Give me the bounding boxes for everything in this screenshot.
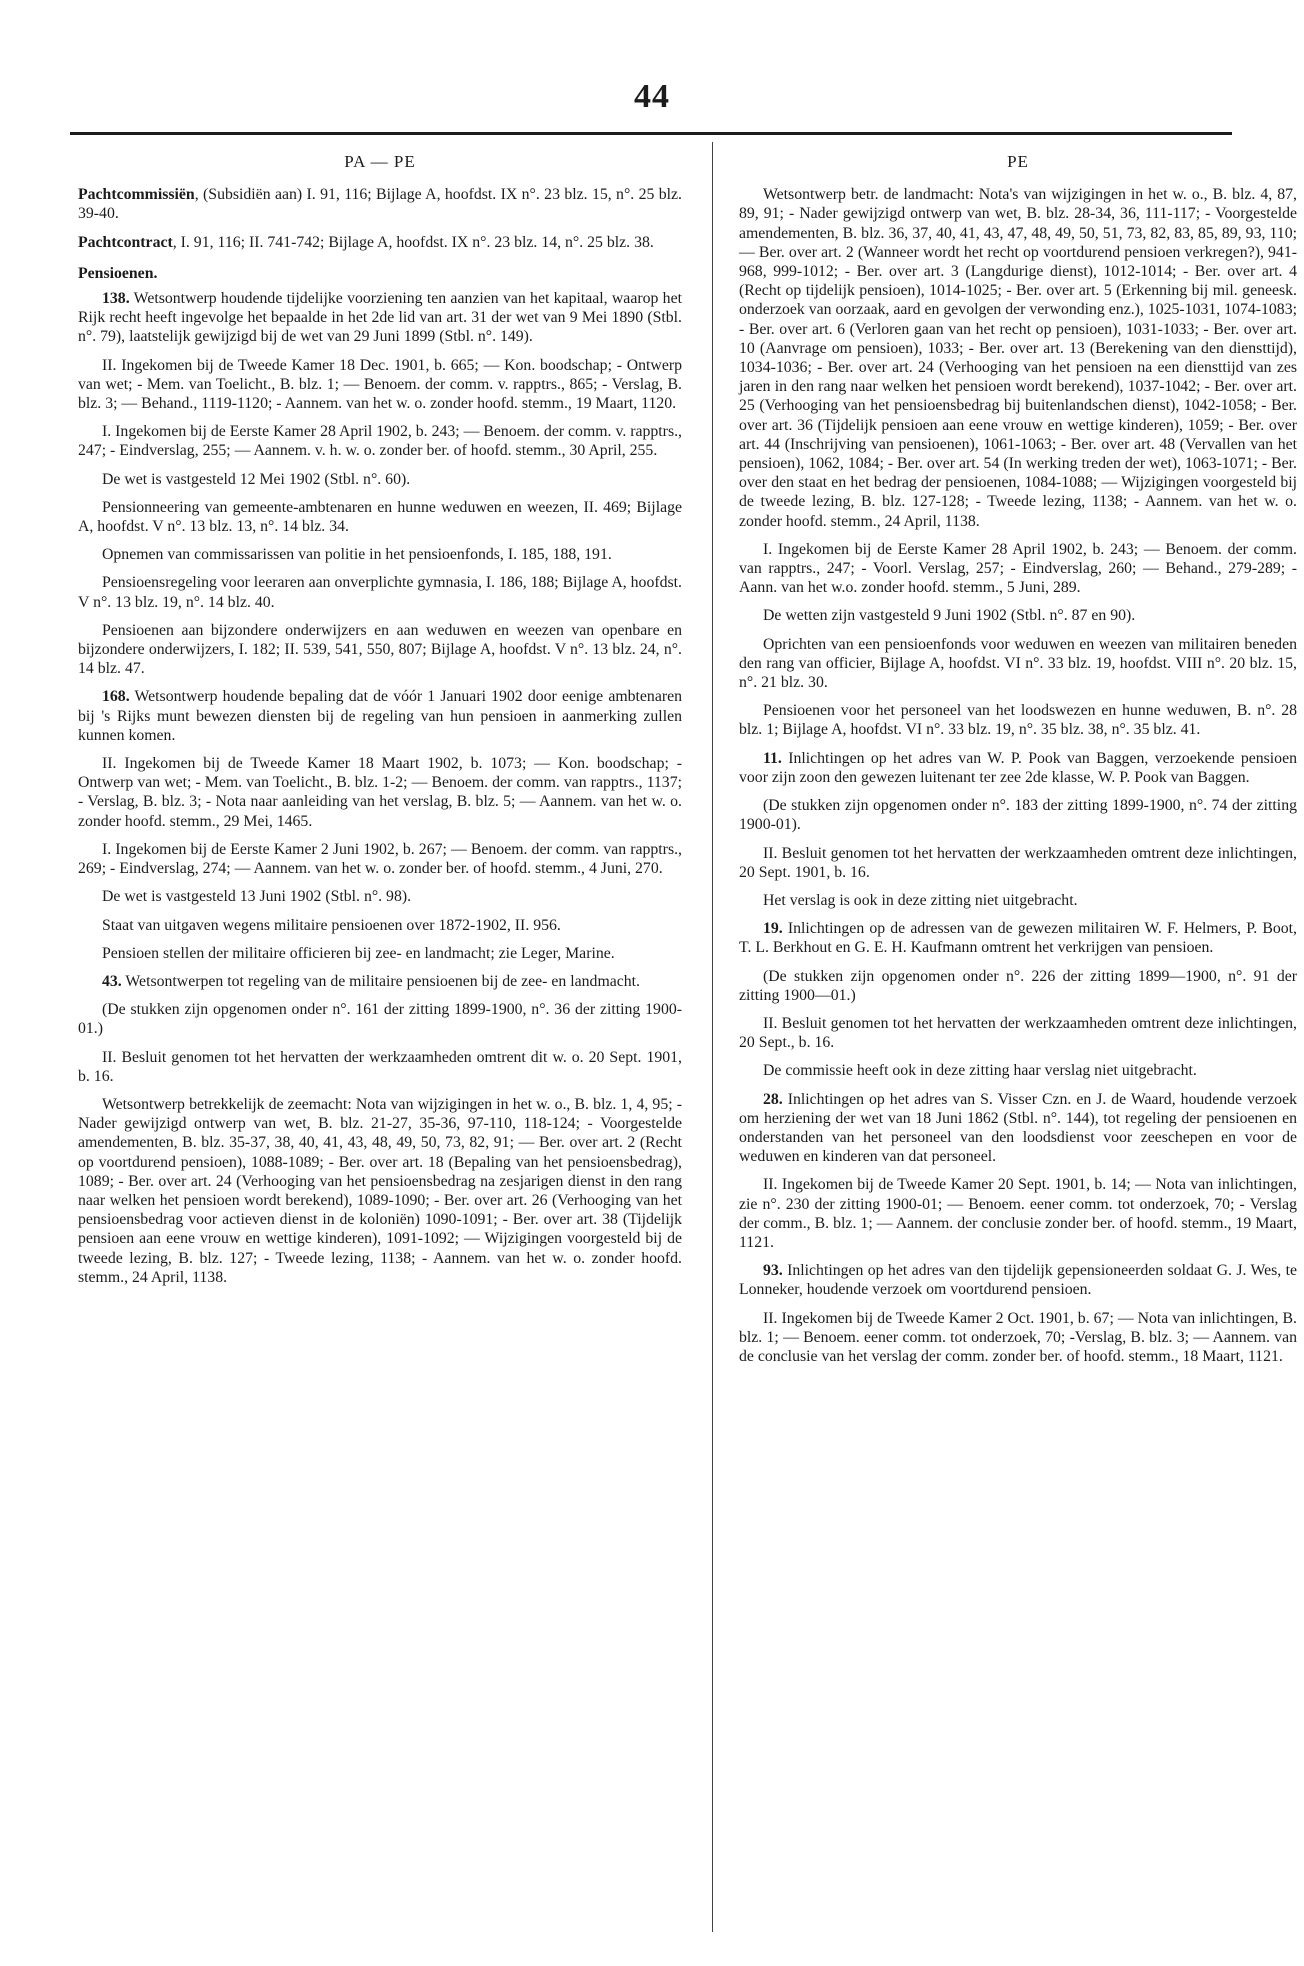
entry-11-documents: (De stukken zijn opgenomen onder n°. 183 der zitting 1899-1900, n°. 74 der zitting 1900-01).: [739, 797, 1297, 834]
entry-number: 93.: [763, 1262, 783, 1280]
entry-138: [78, 289, 682, 347]
entry-93-second-chamber: II. Ingekomen bij de Tweede Kamer 2 Oct. 1901, b. 67; — Nota van inlichtingen, B. blz. 1; — Benoem. eener comm. tot onderzoek, 70; -Verslag, B. blz. 3; — Aannem. van de conclusie van het verslag der comm. zonder ber. of hoofd. stemm., 18 Maart, 1121.: [739, 1309, 1297, 1365]
entry-bijzondere-onderwijzers: Pensioenen aan bijzondere onderwijzers en aan weduwen en weezen van openbare en bijzondere onderwijzers, I. 182; II. 539, 541, 550, 807; Bijlage A, hoofdst. V n°. 13 blz. 24, n°. 14 blz. 47.: [78, 621, 682, 678]
entry-138-first-chamber: I. Ingekomen bij de Eerste Kamer 28 April 1902, b. 243; — Benoem. der comm. v. rapptrs., 247; - Eindverslag, 255; — Aannem. v. h. w. o. zonder ber. of hoofd. stemm., 30 April, 255.: [78, 423, 682, 460]
entry-leeraren: Pensioensregeling voor leeraren aan onverplichte gymnasia, I. 186, 188; Bijlage A, hoofdst. V n°. 13 blz. 19, n°. 14 blz. 40.: [78, 574, 682, 611]
entry-19-committee: De commissie heeft ook in deze zitting haar verslag niet uitgebracht.: [763, 1062, 1197, 1080]
entry-landmacht-first-chamber: I. Ingekomen bij de Eerste Kamer 28 April 1902, b. 243; — Benoem. der comm. van rapptrs., 247; - Voorl. Verslag, 257; - Eindverslag, 260; — Behand., 279-289; - Aann. van het w.o. zonder hoofd. stemm., 5 Juni, 289.: [739, 540, 1297, 597]
entry-19-documents: (De stukken zijn opgenomen onder n°. 226 der zitting 1899—1900, n°. 91 der zitting 1900—01.): [739, 967, 1297, 1004]
entry-text: Inlichtingen op de adressen van de gewezen militairen W. F. Helmers, P. Boot, T. L. Berkhout en G. E. H. Kaufmann omtrent het verkrijgen van pensioen.: [739, 920, 1297, 957]
entry-text: Inlichtingen op het adres van S. Visser Czn. en J. de Waard, houdende verzoek om herziening der wet van 18 Juni 1862 (Stbl. n°. 144), tot regeling der pensioenen en onderstanden van het personeel van den loodsdienst voor zeeschepen en voor de weduwen en kinderen van dat personeel.: [739, 1090, 1297, 1166]
entry-text: Wetsontwerp houdende bepaling dat de vóór 1 Januari 1902 door eenige ambtenaren bij 's Rijks munt bewezen diensten bij de regeling van hun pensioen in aanmerking zullen kunnen komen.: [78, 688, 682, 744]
right-column-head: PE: [1007, 152, 1029, 171]
entry-43-documents: (De stukken zijn opgenomen onder n°. 161 der zitting 1899-1900, n°. 36 der zitting 1900-01.): [78, 1001, 682, 1038]
entry-pensionneering: Pensionneering van gemeente-ambtenaren en hunne weduwen en weezen, II. 469; Bijlage A, hoofdst. V n°. 13 blz. 13, n°. 14 blz. 34.: [78, 498, 682, 536]
entry-number: 168.: [102, 688, 130, 706]
entry-168-law: De wet is vastgesteld 13 Juni 1902 (Stbl. n°. 98).: [102, 888, 412, 906]
entry-138-law: De wet is vastgesteld 12 Mei 1902 (Stbl. n°. 60).: [102, 470, 411, 488]
entry-text: Wetsontwerpen tot regeling van de militaire pensioenen bij de zee- en landmacht.: [121, 972, 640, 990]
left-column: [78, 150, 682, 1946]
entry-93: [739, 1261, 1297, 1299]
entry-opnemen: Opnemen van commissarissen van politie in het pensioenfonds, I. 185, 188, 191.: [102, 546, 612, 564]
entry-text: Inlichtingen op het adres van W. P. Pook van Baggen, verzoekende pensioen voor zijn zoon den gewezen luitenant ter zee 2de klasse, W. P. Pook van Baggen.: [739, 749, 1297, 786]
entry-text: , I. 91, 116; II. 741-742; Bijlage A, hoofdst. IX n°. 23 blz. 14, n°. 25 blz. 38.: [172, 233, 654, 251]
section-heading-pensioenen: Pensioenen.: [78, 264, 158, 282]
page-number: 44: [634, 78, 670, 115]
column-divider: [712, 142, 713, 1932]
entry-43-second-chamber: II. Besluit genomen tot het hervatten der werkzaamheden omtrent dit w. o. 20 Sept. 1901, b. 16.: [78, 1048, 682, 1085]
entry-11-second-chamber: II. Besluit genomen tot het hervatten der werkzaamheden omtrent deze inlichtingen, 20 Sept. 1901, b. 16.: [739, 844, 1297, 881]
entry-text: Wetsontwerp houdende tijdelijke voorziening ten aanzien van het kapitaal, waarop het Rijk recht heeft ingevolge het bepaalde in het 2de lid van art. 31 der wet van 9 Mei 1890 (Stbl. n°. 79), laatstelijk gewijzigd bij de wet van 29 Juni 1899 (Stbl. n°. 149).: [78, 290, 682, 346]
entry-term: Pachtcommissiën: [78, 186, 195, 204]
entry-loodswezen: Pensioenen voor het personeel van het loodswezen en hunne weduwen, B. n°. 28 blz. 1; Bijlage A, hoofdst. VI n°. 33 blz. 19, n°. 35 blz. 38, n°. 35 blz. 41.: [739, 702, 1297, 739]
left-column-head: PA — PE: [344, 152, 416, 171]
entry-28: [739, 1090, 1297, 1167]
entry-19-second-chamber: II. Besluit genomen tot het hervatten der werkzaamheden omtrent deze inlichtingen, 20 Sept., b. 16.: [739, 1014, 1297, 1052]
entry-168-second-chamber: II. Ingekomen bij de Tweede Kamer 18 Maart 1902, b. 1073; — Kon. boodschap; - Ontwerp van wet; - Mem. van Toelicht., B. blz. 1-2; — Benoem. der comm. van rapptrs., 1137; - Verslag, B. blz. 3; - Nota naar aanleiding van het verslag, B. blz. 5; — Aannem. van het w. o. zonder hoofd. stemm., 29 Mei, 1465.: [78, 755, 682, 830]
entry-number: 19.: [763, 920, 783, 938]
right-column: [739, 150, 1297, 1946]
entry-28-second-chamber: II. Ingekomen bij de Tweede Kamer 20 Sept. 1901, b. 14; — Nota van inlichtingen, zie n°. 230 der zitting 1900-01; — Benoem. eener comm. tot onderzoek, 70; - Verslag der comm., B. blz. 1; — Aannem. der conclusie zonder ber. of hoofd. stemm., 19 Maart, 1121.: [739, 1176, 1297, 1251]
entry-168-first-chamber: I. Ingekomen bij de Eerste Kamer 2 Juni 1902, b. 267; — Benoem. der comm. van rapptrs., 269; - Eindverslag, 274; — Aannem. van het w. o. zonder ber. of hoofd. stemm., 4 Juni, 270.: [78, 840, 682, 878]
entry-staat: Staat van uitgaven wegens militaire pensioenen over 1872-1902, II. 956.: [102, 916, 561, 934]
entry-landmacht: Wetsontwerp betr. de landmacht: Nota's van wijzigingen in het w. o., B. blz. 4, 87, 89, 91; - Nader gewijzigd ontwerp van wet, B. blz. 28-34, 36, 111-117; - Voorgestelde amendementen, B. blz. 36, 37, 40, 41, 43, 47, 48, 49, 50, 51, 73, 82, 83, 85, 89, 93, 110; — Ber. over art. 2 (Wanneer wordt het recht op voortdurend pensioen verkregen?), 941-968, 999-1012; - Ber. over art. 3 (Langdurige dienst), 1012-1014; - Ber. over art. 4 (Recht op tijdelijk pensioen), 1014-1025; - Ber. over art. 5 (Erkenning bij mil. geneesk. onderzoek van oorzaak, aard en gevolgen der verwonding enz.), 1025-1031, 1074-1083; - Ber. over art. 6 (Verloren gaan van het recht op pensioen), 1031-1033; - Ber. over art. 10 (Aanvrage om pensioen), 1033; - Ber. over art. 13 (Berekening van den diensttijd), 1034-1036; - Ber. over art. 24 (Verhooging van het pensioen na een diensttijd van zes jaren in den rang naar welken het pensioen wordt berekend), 1037-1042; - Ber. over art. 25 (Verhooging van het pensioensbedrag bij buitenlandschen dienst), 1042-1058; - Ber. over art. 36 (Tijdelijk pensioen aan eene vrouw en wettige kinderen), 1059; - Ber. over art. 44 (Inschrijving van pensioenen), 1061-1063; - Ber. over art. 48 (Vervallen van het pensioen), 1062, 1084; - Ber. over art. 54 (In werking treden der wet), 1063-1071; - Ber. over den staat en het bedrag der pensioenen, 1084-1088; — Wijzigingen voorgesteld bij de tweede lezing, B. blz. 127-128; - Tweede lezing, 1138; - Aannem. van het w. o. zonder hoofd. stemm., 24 April, 1138.: [739, 186, 1297, 530]
entry-19: [739, 919, 1297, 957]
entry-text: Inlichtingen op het adres van den tijdelijk gepensioneerden soldaat G. J. Wes, te Lonneker, houdende verzoek om voortdurend pensioen.: [739, 1262, 1297, 1299]
entry-number: 28.: [763, 1090, 783, 1108]
entry-pachtcontract: [78, 233, 682, 252]
entry-number: 11.: [763, 749, 782, 767]
entry-11: [739, 749, 1297, 787]
entry-term: Pachtcontract: [78, 233, 173, 251]
entry-oprichten: Oprichten van een pensioenfonds voor weduwen en weezen van militairen beneden den rang van officier, Bijlage A, hoofdst. VI n°. 33 blz. 19, hoofdst. VIII n°. 20 blz. 15, n°. 21 blz. 30.: [739, 635, 1297, 692]
entry-landmacht-law: De wetten zijn vastgesteld 9 Juni 1902 (Stbl. n°. 87 en 90).: [763, 607, 1136, 625]
entry-text: , (Subsidiën aan) I. 91, 116; Bijlage A, hoofdst. IX n°. 23 blz. 15, n°. 25 blz. 39-40.: [78, 186, 682, 223]
entry-43-zeemacht: Wetsontwerp betrekkelijk de zeemacht: Nota van wijzigingen in het w. o., B. blz. 1, 4, 95; - Nader gewijzigd ontwerp van wet, B. blz. 21-27, 35-36, 97-110, 118-124; - Voorgestelde amendementen, B. blz. 35-37, 38, 40, 41, 43, 48, 49, 50, 73, 82, 91; — Ber. over art. 2 (Recht op voortdurend pensioen), 1088-1089; - Ber. over art. 18 (Bepaling van het pensioensbedrag), 1089; - Ber. over art. 24 (Verhooging van het pensioensbedrag na zesjarigen dienst in den rang naar welken het pensioen wordt berekend), 1089-1090; - Ber. over art. 26 (Verhooging van het pensioensbedrag voor actieven dienst in de koloniën) 1090-1091; - Ber. over art. 38 (Tijdelijk pensioen aan eene vrouw en wettige kinderen), 1091-1092; — Wijzigingen voorgesteld bij de tweede lezing, B. blz. 127; - Tweede lezing, 1138; - Aannem. van het w. o. zonder hoofd. stemm., 24 April, 1138.: [78, 1095, 682, 1286]
entry-138-second-chamber: II. Ingekomen bij de Tweede Kamer 18 Dec. 1901, b. 665; — Kon. boodschap; - Ontwerp van wet; - Mem. van Toelicht., B. blz. 1; — Benoem. der comm. v. rapptrs., 865; - Verslag, B. blz. 3; — Behand., 1119-1120; - Aannem. van het w. o. zonder hoofd. stemm., 19 Maart, 1120.: [78, 356, 682, 413]
header-rule: [70, 132, 1232, 135]
entry-43: [78, 972, 682, 991]
entry-11-report: Het verslag is ook in deze zitting niet uitgebracht.: [763, 891, 1078, 909]
entry-168: [78, 687, 682, 745]
entry-pachtcommissien: [78, 185, 682, 223]
entry-number: 43.: [102, 972, 122, 990]
entry-number: 138.: [102, 290, 130, 308]
entry-pensioen-officieren: Pensioen stellen der militaire officieren bij zee- en landmacht; zie Leger, Marine.: [102, 944, 615, 962]
